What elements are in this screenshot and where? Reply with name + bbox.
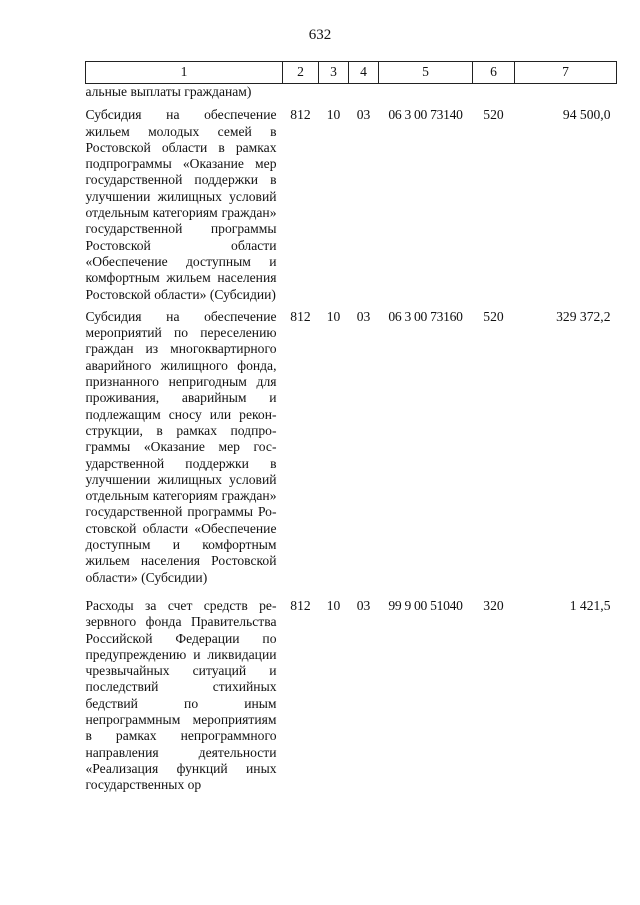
header-col-4: 4: [349, 62, 379, 84]
header-col-3: 3: [319, 62, 349, 84]
row-ministry: 812: [290, 308, 311, 324]
row-expense-type: 320: [483, 597, 504, 613]
table-row: [86, 586, 617, 794]
header-row: [86, 62, 617, 84]
row-amount: 1 421,5: [569, 597, 611, 613]
row-expense-type: 520: [483, 308, 504, 324]
row-target: 06 3 00 73160: [388, 308, 463, 324]
row-name: Субсидия на обеспечение жильем молодых семей в Ростовской области в рамках подпрограммы «Оказание мер государственной поддержки в улучшении жилищных условий отдельным категориям граждан» государственной программы Ростовской области «Обеспечение доступным и комфортным жильем населения Ростовской области» (Субсидии): [85, 107, 277, 302]
budget-table: [85, 61, 617, 793]
header-col-6: 6: [473, 62, 515, 84]
header-col-5: 5: [379, 62, 473, 84]
page-number: 632: [308, 27, 332, 43]
table-row: [86, 303, 617, 586]
header-col-7: 7: [515, 62, 617, 84]
row-subsection: 03: [356, 308, 371, 324]
row-subsection: 03: [356, 597, 371, 613]
row-subsection: 03: [356, 107, 371, 123]
table-row: [86, 100, 617, 303]
table-body: [86, 84, 617, 794]
row-expense-type: 520: [483, 107, 504, 123]
header-col-2: 2: [283, 62, 319, 84]
row-ministry: 812: [290, 597, 311, 613]
row-target: 99 9 00 51040: [388, 597, 463, 613]
row-ministry: 812: [290, 107, 311, 123]
header-col-1: 1: [86, 62, 283, 84]
row-name: Субсидия на обеспечение мероприятий по переселению граждан из многоквартирного аварийного жилищного фонда, признанного непригодным для проживания, аварийным и подлежащим сносу или реконструкции, в рамках подпрограммы «Оказание мер государственной поддержки в улучшении жилищных условий отдельным категориям граждан» государственной программы Ростовской области «Обеспечение доступным и комфортным жильем населения Ростовской области» (Субсидии): [85, 308, 277, 585]
row-amount: 94 500,0: [562, 107, 611, 123]
row-amount: 329 372,2: [556, 308, 611, 324]
row-section: 10: [326, 308, 341, 324]
continuation-row: [86, 84, 617, 101]
row-target: 06 3 00 73140: [388, 107, 463, 123]
row-section: 10: [326, 597, 341, 613]
continuation-text: альные выплаты гражданам): [85, 84, 252, 99]
row-section: 10: [326, 107, 341, 123]
table-header: [86, 62, 617, 84]
row-name: Расходы за счет средств резервного фонда Правительства Российской Федерации по предупреждению и ликвидации чрезвычайных ситуаций и последствий стихийных бедствий по иным непрограммным мероприятиям в рамках непрограммного направления деятельности «Реализация функций иных государственных ор: [85, 597, 277, 793]
